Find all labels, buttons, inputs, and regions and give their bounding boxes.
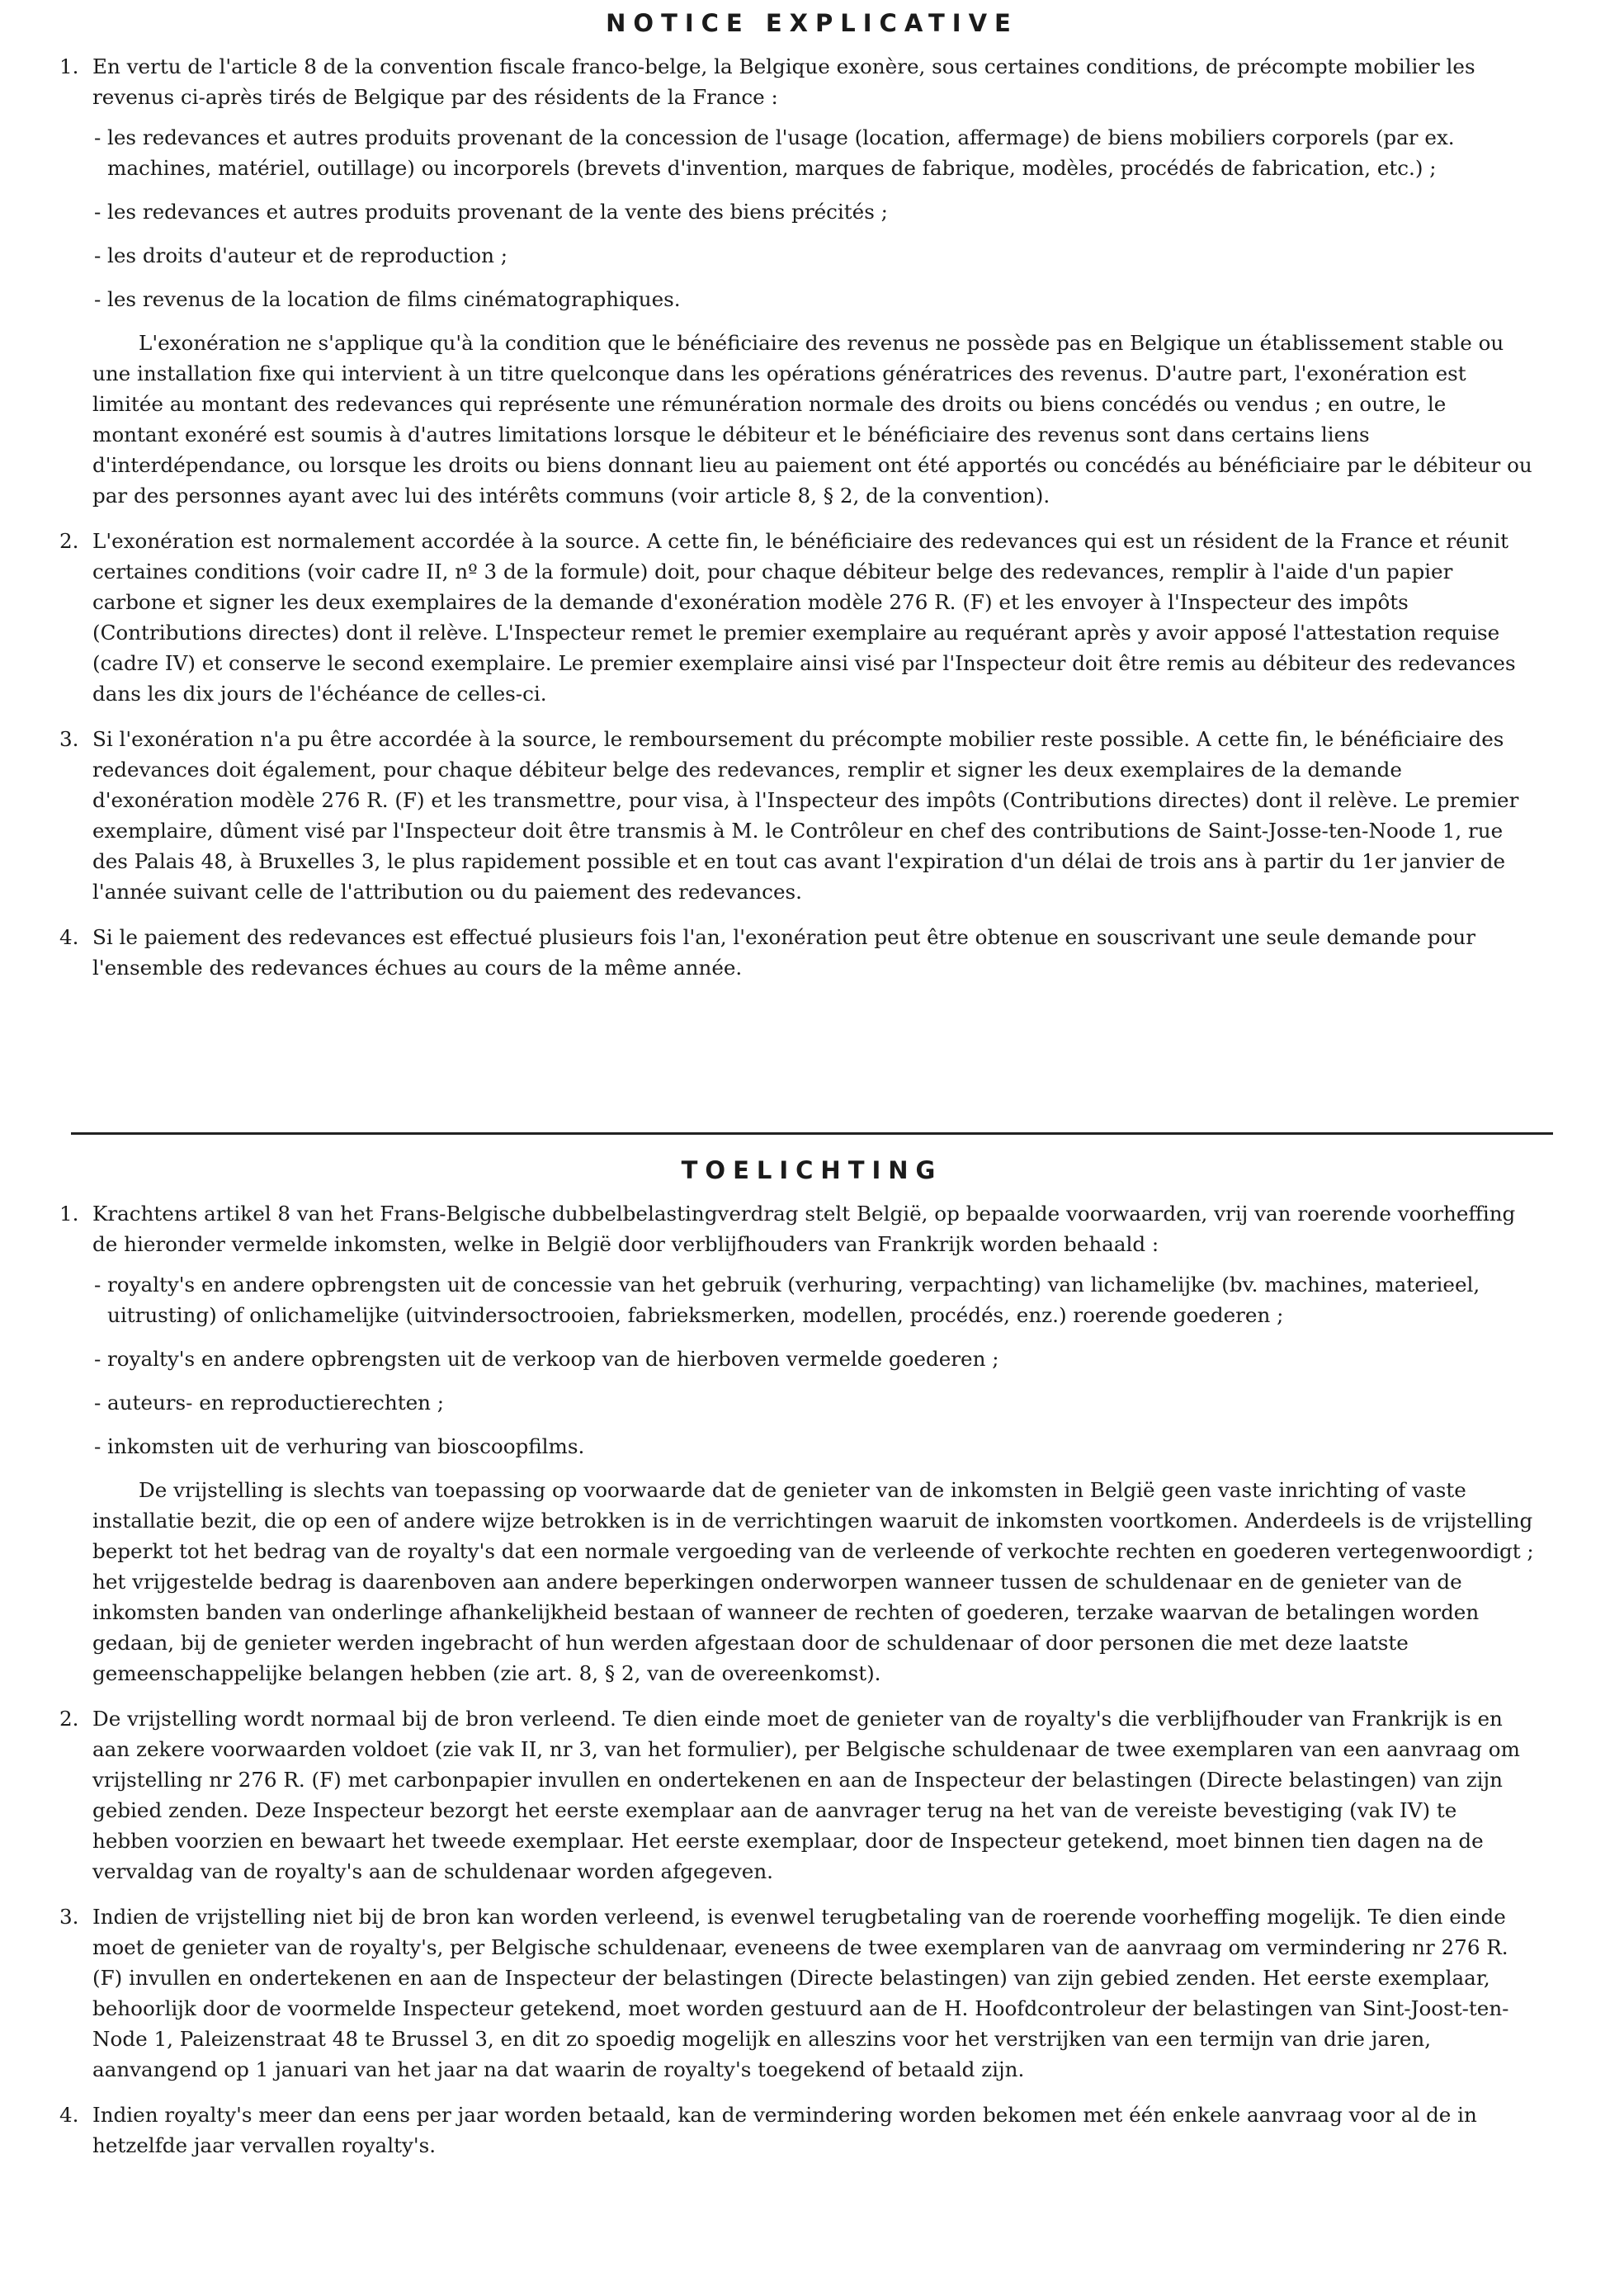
bullet-item: - les revenus de la location de films cinématographiques. [92,284,1537,314]
item-number: 2. [59,529,79,553]
notice-item-1 [59,51,1537,511]
notice-item-4 [59,922,1537,983]
bullet-item: - royalty's en andere opbrengsten uit de verkoop van de hierboven vermelde goederen ; [92,1344,1537,1374]
item-number: 3. [59,1905,79,1929]
bullet-item: - royalty's en andere opbrengsten uit de concessie van het gebruik (verhuring, verpachting) van lichamelijke (bv. machines, materieel, uitrusting) of onlichamelijke (uitvindersoctrooien, fabrieksmerken, modellen, procédés, enz.) roerende goederen ; [92,1269,1537,1330]
item-text: Krachtens artikel 8 van het Frans-Belgische dubbelbelastingverdrag stelt België, op bepaalde voorwaarden, vrij van roerende voorheffing de hieronder vermelde inkomsten, welke in België door verblijfhouders van Frankrijk worden behaald : [92,1202,1516,1256]
item-text: En vertu de l'article 8 de la convention fiscale franco-belge, la Belgique exonère, sous certaines conditions, de précompte mobilier les revenus ci-après tirés de Belgique par des résidents de la France : [92,54,1475,109]
toelichting-section [59,1198,1537,2175]
toelichting-item-4 [59,2100,1537,2161]
bullet-list [92,1269,1537,1462]
bullet-list [92,122,1537,314]
item-number: 1. [59,1202,79,1226]
item-number: 3. [59,727,79,751]
bullet-item: - les droits d'auteur et de reproduction ; [92,240,1537,271]
item-paragraph: De vrijstelling is slechts van toepassing op voorwaarde dat de genieter van de inkomsten in België geen vaste inrichting of vaste installatie bezit, die op een of andere wijze betrokken is in de verrichtingen waaruit de inkomsten voortkomen. Anderdeels is de vrijstelling beperkt tot het bedrag van de royalty's dat een normale vergoeding van de verleende of verkochte rechten en goederen vertegenwoordigt ; het vrijgestelde bedrag is daarenboven aan andere beperkingen onderworpen wanneer tussen de schuldenaar en de genieter van de inkomsten banden van onderlinge afhankelijkheid bestaan of wanneer de rechten of goederen, terzake waarvan de betalingen worden gedaan, bij de genieter werden ingebracht of hun werden afgestaan door de schuldenaar of door personen die met deze laatste gemeenschappelijke belangen hebben (zie art. 8, § 2, van de overeenkomst). [92,1478,1534,1685]
item-text: Indien royalty's meer dan eens per jaar worden betaald, kan de vermindering worden bekomen met één enkele aanvraag voor al de in hetzelfde jaar vervallen royalty's. [92,2103,1477,2157]
toelichting-item-2 [59,1703,1537,1887]
item-text: Si l'exonération n'a pu être accordée à la source, le remboursement du précompte mobilier reste possible. A cette fin, le bénéficiaire des redevances doit également, pour chaque débiteur belge des redevances, remplir et signer les deux exemplaires de la demande d'exonération modèle 276 R. (F) et les transmettre, pour visa, à l'Inspecteur des impôts (Contributions directes) dont il relève. Le premier exemplaire, dûment visé par l'Inspecteur doit être transmis à M. le Contrôleur en chef des contributions de Saint-Josse-ten-Noode 1, rue des Palais 48, à Bruxelles 3, le plus rapidement possible et en tout cas avant l'expiration d'un délai de trois ans à partir du 1er janvier de l'année suivant celle de l'attribution ou du paiement des redevances. [92,727,1519,904]
notice-item-3 [59,724,1537,907]
toelichting-item-3 [59,1901,1537,2085]
bullet-item: - inkomsten uit de verhuring van bioscoopfilms. [92,1431,1537,1462]
notice-item-2 [59,526,1537,709]
item-paragraph: L'exonération ne s'applique qu'à la condition que le bénéficiaire des revenus ne possède pas en Belgique un établissement stable ou une installation fixe qui intervient à un titre quelconque dans les opérations génératrices des revenus. D'autre part, l'exonération est limitée au montant des redevances qui représente une rémunération normale des droits ou biens concédés ou vendus ; en outre, le montant exonéré est soumis à d'autres limitations lorsque le débiteur et le bénéficiaire des revenus sont dans certains liens d'interdépendance, ou lorsque les droits ou biens donnant lieu au paiement ont été apportés ou concédés au bénéficiaire par le débiteur ou par des personnes ayant avec lui des intérêts communs (voir article 8, § 2, de la convention). [92,331,1532,508]
section-divider [71,1132,1553,1135]
notice-section [59,51,1537,998]
item-text: De vrijstelling wordt normaal bij de bron verleend. Te dien einde moet de genieter van de royalty's die verblijfhouder van Frankrijk is en aan zekere voorwaarden voldoet (zie vak II, nr 3, van het formulier), per Belgische schuldenaar de twee exemplaren van een aanvraag om vrijstelling nr 276 R. (F) met carbonpapier invullen en ondertekenen en aan de Inspecteur der belastingen (Directe belastingen) van zijn gebied zenden. Deze Inspecteur bezorgt het eerste exemplaar aan de aanvrager terug na het van de vereiste bevestiging (vak IV) te hebben voorzien en bewaart het tweede exemplaar. Het eerste exemplaar, door de Inspecteur getekend, moet binnen tien dagen na de vervaldag van de royalty's aan de schuldenaar worden afgegeven. [92,1707,1520,1883]
item-number: 4. [59,925,79,949]
toelichting-item-1 [59,1198,1537,1689]
toelichting-title: TOELICHTING [681,1156,943,1184]
item-number: 2. [59,1707,79,1731]
item-text: L'exonération est normalement accordée à la source. A cette fin, le bénéficiaire des redevances qui est un résident de la France et réunit certaines conditions (voir cadre II, nº 3 de la formule) doit, pour chaque débiteur belge des redevances, remplir à l'aide d'un papier carbone et signer les deux exemplaires de la demande d'exonération modèle 276 R. (F) et les envoyer à l'Inspecteur des impôts (Contributions directes) dont il relève. L'Inspecteur remet le premier exemplaire au requérant après y avoir apposé l'attestation requise (cadre IV) et conserve le second exemplaire. Le premier exemplaire ainsi visé par l'Inspecteur doit être remis au débiteur des redevances dans les dix jours de l'échéance de celles-ci. [92,529,1516,706]
bullet-item: - auteurs- en reproductierechten ; [92,1387,1537,1418]
bullet-item: - les redevances et autres produits provenant de la vente des biens précités ; [92,196,1537,227]
notice-title: NOTICE EXPLICATIVE [606,9,1018,37]
item-number: 1. [59,54,79,78]
bullet-item: - les redevances et autres produits provenant de la concession de l'usage (location, affermage) de biens mobiliers corporels (par ex. machines, matériel, outillage) ou incorporels (brevets d'invention, marques de fabrique, modèles, procédés de fabrication, etc.) ; [92,122,1537,183]
item-text: Indien de vrijstelling niet bij de bron kan worden verleend, is evenwel terugbetaling van de roerende voorheffing mogelijk. Te dien einde moet de genieter van de royalty's, per Belgische schuldenaar, eveneens de twee exemplaren van de aanvraag om vermindering nr 276 R. (F) invullen en ondertekenen en aan de Inspecteur der belastingen (Directe belastingen) van zijn gebied zenden. Het eerste exemplaar, behoorlijk door de voormelde Inspecteur getekend, moet worden gestuurd aan de H. Hoofdcontroleur der belastingen van Sint-Joost-ten-Node 1, Paleizenstraat 48 te Brussel 3, en dit zo spoedig mogelijk en alleszins voor het verstrijken van een termijn van drie jaren, aanvangend op 1 januari van het jaar na dat waarin de royalty's toegekend of betaald zijn. [92,1905,1509,2081]
item-number: 4. [59,2103,79,2127]
item-text: Si le paiement des redevances est effectué plusieurs fois l'an, l'exonération peut être obtenue en souscrivant une seule demande pour l'ensemble des redevances échues au cours de la même année. [92,925,1475,980]
